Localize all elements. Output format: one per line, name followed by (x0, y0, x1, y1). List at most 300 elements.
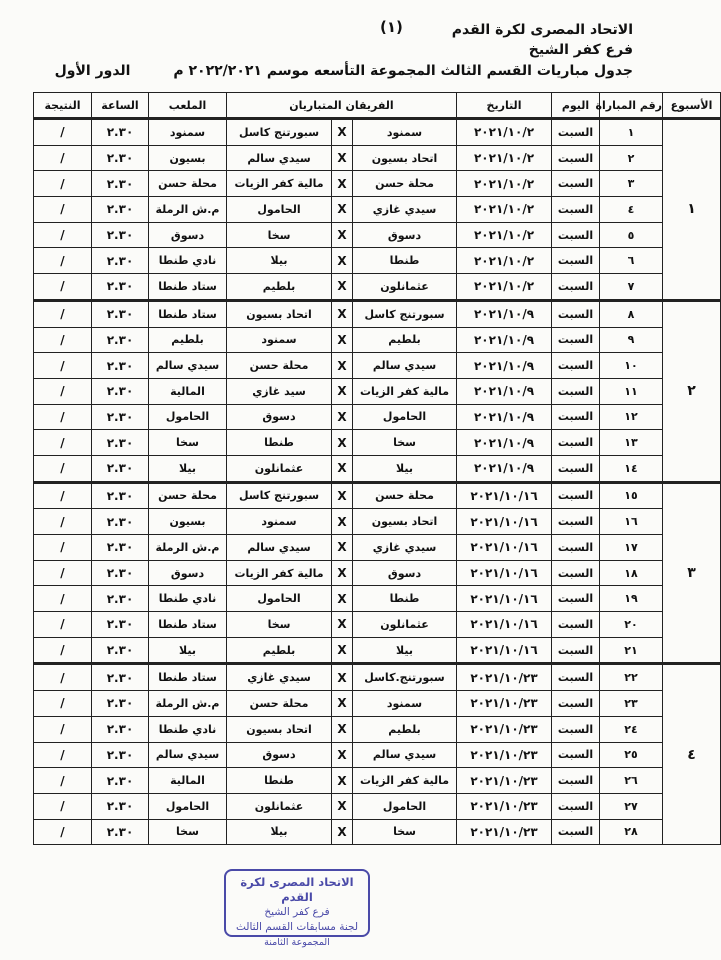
stamp-line-1: الاتحاد المصرى لكرة القدم (240, 875, 354, 904)
match-time: ٢.٣٠ (92, 819, 149, 845)
match-date: ٢٠٢١/١٠/٢ (457, 145, 552, 171)
match-result: / (34, 768, 92, 794)
match-time: ٢.٣٠ (92, 716, 149, 742)
away-team: طنطا (227, 430, 332, 456)
match-day: السبت (552, 560, 600, 586)
match-date: ٢٠٢١/١٠/٢٣ (457, 664, 552, 691)
table-row (34, 560, 721, 586)
match-day: السبت (552, 819, 600, 845)
match-number: ١٣ (600, 430, 663, 456)
away-team: اتحاد بسيون (227, 300, 332, 327)
home-team: سيدي سالم (353, 353, 457, 379)
match-number: ٩ (600, 327, 663, 353)
versus-mark: X (332, 742, 353, 768)
away-team: دسوق (227, 404, 332, 430)
subtitle-row (55, 61, 633, 81)
versus-mark: X (332, 353, 353, 379)
away-team: سمنود (227, 327, 332, 353)
home-team: دسوق (353, 560, 457, 586)
away-team: سيد غازي (227, 378, 332, 404)
match-time: ٢.٣٠ (92, 586, 149, 612)
header-teams: الفريقان المتباريان (227, 93, 457, 119)
away-team: محلة حسن (227, 353, 332, 379)
branch-title: فرع كفر الشيخ (528, 42, 633, 58)
match-venue: سخا (149, 430, 227, 456)
header-week: الأسبوع (663, 93, 721, 119)
federation-title: الاتحاد المصرى لكرة القدم (451, 22, 633, 38)
table-row (34, 145, 721, 171)
table-header-row (34, 93, 721, 119)
match-number: ٢٣ (600, 691, 663, 717)
header-day: اليوم (552, 93, 600, 119)
match-date: ٢٠٢١/١٠/٢ (457, 197, 552, 223)
home-team: مالية كفر الزيات (353, 768, 457, 794)
match-time: ٢.٣٠ (92, 612, 149, 638)
versus-mark: X (332, 378, 353, 404)
match-date: ٢٠٢١/١٠/١٦ (457, 560, 552, 586)
home-team: سيدي غازي (353, 535, 457, 561)
match-day: السبت (552, 691, 600, 717)
match-time: ٢.٣٠ (92, 793, 149, 819)
match-time: ٢.٣٠ (92, 535, 149, 561)
match-venue: م.ش الرملة (149, 535, 227, 561)
match-result: / (34, 455, 92, 482)
match-day: السبت (552, 197, 600, 223)
match-result: / (34, 145, 92, 171)
match-date: ٢٠٢١/١٠/٩ (457, 300, 552, 327)
match-date: ٢٠٢١/١٠/٩ (457, 327, 552, 353)
versus-mark: X (332, 509, 353, 535)
match-number: ٢٦ (600, 768, 663, 794)
official-stamp (224, 869, 370, 948)
home-team: الحامول (353, 404, 457, 430)
match-result: / (34, 222, 92, 248)
match-result: / (34, 793, 92, 819)
table-row (34, 535, 721, 561)
match-time: ٢.٣٠ (92, 378, 149, 404)
match-venue: م.ش الرملة (149, 197, 227, 223)
match-venue: بيلا (149, 637, 227, 664)
home-team: بلطيم (353, 327, 457, 353)
match-venue: سمنود (149, 119, 227, 146)
match-day: السبت (552, 378, 600, 404)
versus-mark: X (332, 404, 353, 430)
header-result: النتيجة (34, 93, 92, 119)
match-time: ٢.٣٠ (92, 171, 149, 197)
match-date: ٢٠٢١/١٠/٢٣ (457, 691, 552, 717)
versus-mark: X (332, 482, 353, 509)
match-result: / (34, 274, 92, 301)
match-number: ٦ (600, 248, 663, 274)
match-day: السبت (552, 742, 600, 768)
match-result: / (34, 535, 92, 561)
match-venue: بيلا (149, 455, 227, 482)
match-result: / (34, 482, 92, 509)
home-team: بيلا (353, 455, 457, 482)
match-date: ٢٠٢١/١٠/١٦ (457, 612, 552, 638)
home-team: سبورتنج.كاسل (353, 664, 457, 691)
versus-mark: X (332, 327, 353, 353)
match-result: / (34, 378, 92, 404)
match-result: / (34, 691, 92, 717)
match-day: السبت (552, 768, 600, 794)
header-venue: الملعب (149, 93, 227, 119)
match-venue: ستاد طنطا (149, 612, 227, 638)
home-team: دسوق (353, 222, 457, 248)
schedule-body (34, 119, 721, 845)
match-date: ٢٠٢١/١٠/١٦ (457, 637, 552, 664)
versus-mark: X (332, 819, 353, 845)
match-number: ٨ (600, 300, 663, 327)
table-row (34, 509, 721, 535)
home-team: اتحاد بسيون (353, 509, 457, 535)
match-date: ٢٠٢١/١٠/٢٣ (457, 819, 552, 845)
home-team: سخا (353, 819, 457, 845)
away-team: سيدي غازي (227, 664, 332, 691)
match-venue: محلة حسن (149, 482, 227, 509)
away-team: طنطا (227, 768, 332, 794)
away-team: الحامول (227, 586, 332, 612)
schedule-table (33, 92, 721, 845)
versus-mark: X (332, 248, 353, 274)
match-day: السبت (552, 612, 600, 638)
match-result: / (34, 742, 92, 768)
match-number: ٢٥ (600, 742, 663, 768)
table-row (34, 353, 721, 379)
match-number: ٢٤ (600, 716, 663, 742)
table-row (34, 248, 721, 274)
match-date: ٢٠٢١/١٠/٢٣ (457, 716, 552, 742)
home-team: محلة حسن (353, 171, 457, 197)
match-result: / (34, 119, 92, 146)
document-header (55, 20, 633, 81)
match-time: ٢.٣٠ (92, 145, 149, 171)
match-number: ١٤ (600, 455, 663, 482)
home-team: سمنود (353, 691, 457, 717)
versus-mark: X (332, 119, 353, 146)
match-number: ١٥ (600, 482, 663, 509)
week-number: ٢ (663, 300, 721, 482)
match-time: ٢.٣٠ (92, 327, 149, 353)
match-time: ٢.٣٠ (92, 455, 149, 482)
match-day: السبت (552, 586, 600, 612)
match-number: ١٩ (600, 586, 663, 612)
home-team: سبورتنج كاسل (353, 300, 457, 327)
week-number: ٣ (663, 482, 721, 664)
versus-mark: X (332, 455, 353, 482)
versus-mark: X (332, 716, 353, 742)
match-number: ٣ (600, 171, 663, 197)
away-team: دسوق (227, 742, 332, 768)
match-venue: المالية (149, 378, 227, 404)
versus-mark: X (332, 664, 353, 691)
match-date: ٢٠٢١/١٠/٩ (457, 378, 552, 404)
versus-mark: X (332, 274, 353, 301)
home-team: سيدي غازي (353, 197, 457, 223)
home-team: طنطا (353, 248, 457, 274)
match-time: ٢.٣٠ (92, 119, 149, 146)
match-day: السبت (552, 145, 600, 171)
match-time: ٢.٣٠ (92, 768, 149, 794)
match-number: ٥ (600, 222, 663, 248)
match-day: السبت (552, 637, 600, 664)
match-time: ٢.٣٠ (92, 248, 149, 274)
match-number: ١٠ (600, 353, 663, 379)
match-date: ٢٠٢١/١٠/٢٣ (457, 793, 552, 819)
table-row (34, 300, 721, 327)
away-team: سبورتنج كاسل (227, 482, 332, 509)
versus-mark: X (332, 430, 353, 456)
away-team: الحامول (227, 197, 332, 223)
match-venue: ستاد طنطا (149, 300, 227, 327)
match-result: / (34, 664, 92, 691)
match-day: السبت (552, 455, 600, 482)
table-row (34, 171, 721, 197)
away-team: بيلا (227, 819, 332, 845)
home-team: سيدي سالم (353, 742, 457, 768)
away-team: سخا (227, 612, 332, 638)
table-row (34, 793, 721, 819)
match-day: السبت (552, 664, 600, 691)
match-date: ٢٠٢١/١٠/١٦ (457, 509, 552, 535)
match-date: ٢٠٢١/١٠/٩ (457, 430, 552, 456)
match-time: ٢.٣٠ (92, 482, 149, 509)
table-row (34, 612, 721, 638)
match-day: السبت (552, 482, 600, 509)
match-result: / (34, 353, 92, 379)
match-date: ٢٠٢١/١٠/٢ (457, 171, 552, 197)
match-day: السبت (552, 353, 600, 379)
match-date: ٢٠٢١/١٠/٢٣ (457, 742, 552, 768)
match-number: ٢٠ (600, 612, 663, 638)
away-team: محلة حسن (227, 691, 332, 717)
match-time: ٢.٣٠ (92, 637, 149, 664)
match-number: ١٢ (600, 404, 663, 430)
match-time: ٢.٣٠ (92, 560, 149, 586)
match-venue: الحامول (149, 793, 227, 819)
match-result: / (34, 248, 92, 274)
table-row (34, 119, 721, 146)
match-venue: سيدي سالم (149, 742, 227, 768)
match-result: / (34, 560, 92, 586)
home-team: سخا (353, 430, 457, 456)
table-row (34, 274, 721, 301)
away-team: سيدي سالم (227, 145, 332, 171)
match-result: / (34, 586, 92, 612)
match-date: ٢٠٢١/١٠/١٦ (457, 586, 552, 612)
match-number: ٢٧ (600, 793, 663, 819)
match-venue: م.ش الرملة (149, 691, 227, 717)
match-time: ٢.٣٠ (92, 300, 149, 327)
away-team: مالية كفر الزيات (227, 560, 332, 586)
match-result: / (34, 637, 92, 664)
match-result: / (34, 716, 92, 742)
match-number: ٢٨ (600, 819, 663, 845)
page-number: (١) (380, 18, 403, 36)
match-date: ٢٠٢١/١٠/٩ (457, 353, 552, 379)
table-row (34, 586, 721, 612)
match-date: ٢٠٢١/١٠/٢٣ (457, 768, 552, 794)
match-time: ٢.٣٠ (92, 353, 149, 379)
match-day: السبت (552, 274, 600, 301)
match-venue: سيدي سالم (149, 353, 227, 379)
match-day: السبت (552, 716, 600, 742)
header-match-no: رقم المباراة (600, 93, 663, 119)
table-row (34, 664, 721, 691)
match-result: / (34, 404, 92, 430)
table-row (34, 404, 721, 430)
away-team: بلطيم (227, 274, 332, 301)
versus-mark: X (332, 171, 353, 197)
away-team: عثمانلون (227, 793, 332, 819)
match-result: / (34, 819, 92, 845)
match-day: السبت (552, 171, 600, 197)
match-venue: دسوق (149, 560, 227, 586)
table-row (34, 327, 721, 353)
match-number: ٢١ (600, 637, 663, 664)
home-team: عثمانلون (353, 612, 457, 638)
match-date: ٢٠٢١/١٠/٢ (457, 274, 552, 301)
match-venue: بلطيم (149, 327, 227, 353)
match-time: ٢.٣٠ (92, 430, 149, 456)
match-result: / (34, 327, 92, 353)
away-team: بلطيم (227, 637, 332, 664)
table-row (34, 819, 721, 845)
match-venue: نادي طنطا (149, 248, 227, 274)
match-result: / (34, 300, 92, 327)
away-team: سيدي سالم (227, 535, 332, 561)
away-team: عثمانلون (227, 455, 332, 482)
away-team: سخا (227, 222, 332, 248)
match-venue: بسيون (149, 509, 227, 535)
match-venue: المالية (149, 768, 227, 794)
versus-mark: X (332, 197, 353, 223)
stamp-line-4: المجموعة الثامنة (264, 937, 330, 948)
header-time: الساعة (92, 93, 149, 119)
match-venue: ستاد طنطا (149, 664, 227, 691)
week-number: ١ (663, 119, 721, 301)
home-team: عثمانلون (353, 274, 457, 301)
table-row (34, 768, 721, 794)
match-time: ٢.٣٠ (92, 509, 149, 535)
away-team: مالية كفر الزيات (227, 171, 332, 197)
versus-mark: X (332, 222, 353, 248)
match-venue: الحامول (149, 404, 227, 430)
match-day: السبت (552, 535, 600, 561)
match-time: ٢.٣٠ (92, 691, 149, 717)
match-date: ٢٠٢١/١٠/٢ (457, 248, 552, 274)
table-row (34, 637, 721, 664)
match-result: / (34, 197, 92, 223)
match-day: السبت (552, 793, 600, 819)
match-date: ٢٠٢١/١٠/١٦ (457, 535, 552, 561)
match-venue: سخا (149, 819, 227, 845)
away-team: سمنود (227, 509, 332, 535)
match-day: السبت (552, 404, 600, 430)
match-day: السبت (552, 119, 600, 146)
versus-mark: X (332, 637, 353, 664)
match-venue: ستاد طنطا (149, 274, 227, 301)
header-date: التاريخ (457, 93, 552, 119)
versus-mark: X (332, 586, 353, 612)
versus-mark: X (332, 300, 353, 327)
match-date: ٢٠٢١/١٠/٢ (457, 119, 552, 146)
match-time: ٢.٣٠ (92, 664, 149, 691)
table-row (34, 691, 721, 717)
match-date: ٢٠٢١/١٠/٢ (457, 222, 552, 248)
match-venue: نادي طنطا (149, 716, 227, 742)
table-row (34, 197, 721, 223)
match-date: ٢٠٢١/١٠/٩ (457, 455, 552, 482)
match-number: ٢٢ (600, 664, 663, 691)
match-date: ٢٠٢١/١٠/٩ (457, 404, 552, 430)
home-team: محلة حسن (353, 482, 457, 509)
versus-mark: X (332, 793, 353, 819)
stamp-line-3: لجنة مسابقات القسم الثالث (235, 921, 359, 933)
match-time: ٢.٣٠ (92, 197, 149, 223)
versus-mark: X (332, 145, 353, 171)
home-team: بلطيم (353, 716, 457, 742)
table-row (34, 455, 721, 482)
match-day: السبت (552, 300, 600, 327)
table-row (34, 482, 721, 509)
match-time: ٢.٣٠ (92, 222, 149, 248)
match-time: ٢.٣٠ (92, 404, 149, 430)
match-time: ٢.٣٠ (92, 742, 149, 768)
match-number: ٢ (600, 145, 663, 171)
home-team: سمنود (353, 119, 457, 146)
stamp-line-2: فرع كفر الشيخ (264, 906, 330, 918)
table-row (34, 222, 721, 248)
round-label: الدور الأول (54, 63, 131, 79)
home-team: الحامول (353, 793, 457, 819)
match-venue: محلة حسن (149, 171, 227, 197)
match-venue: نادي طنطا (149, 586, 227, 612)
match-venue: دسوق (149, 222, 227, 248)
away-team: بيلا (227, 248, 332, 274)
match-number: ١٨ (600, 560, 663, 586)
match-number: ١٧ (600, 535, 663, 561)
match-day: السبت (552, 509, 600, 535)
match-day: السبت (552, 327, 600, 353)
match-result: / (34, 430, 92, 456)
week-number: ٤ (663, 664, 721, 845)
table-row (34, 430, 721, 456)
match-day: السبت (552, 222, 600, 248)
versus-mark: X (332, 535, 353, 561)
match-time: ٢.٣٠ (92, 274, 149, 301)
match-result: / (34, 612, 92, 638)
match-number: ١١ (600, 378, 663, 404)
table-row (34, 378, 721, 404)
table-row (34, 742, 721, 768)
match-number: ١ (600, 119, 663, 146)
versus-mark: X (332, 560, 353, 586)
match-venue: بسيون (149, 145, 227, 171)
match-number: ٧ (600, 274, 663, 301)
versus-mark: X (332, 612, 353, 638)
versus-mark: X (332, 691, 353, 717)
schedule-subtitle: جدول مباريات القسم الثالث المجموعة التأسعه موسم ٢٠٢٢/٢٠٢١ م (173, 63, 633, 79)
match-result: / (34, 171, 92, 197)
home-team: طنطا (353, 586, 457, 612)
home-team: بيلا (353, 637, 457, 664)
away-team: سبورتنج كاسل (227, 119, 332, 146)
versus-mark: X (332, 768, 353, 794)
match-day: السبت (552, 248, 600, 274)
table-row (34, 716, 721, 742)
home-team: مالية كفر الزيات (353, 378, 457, 404)
